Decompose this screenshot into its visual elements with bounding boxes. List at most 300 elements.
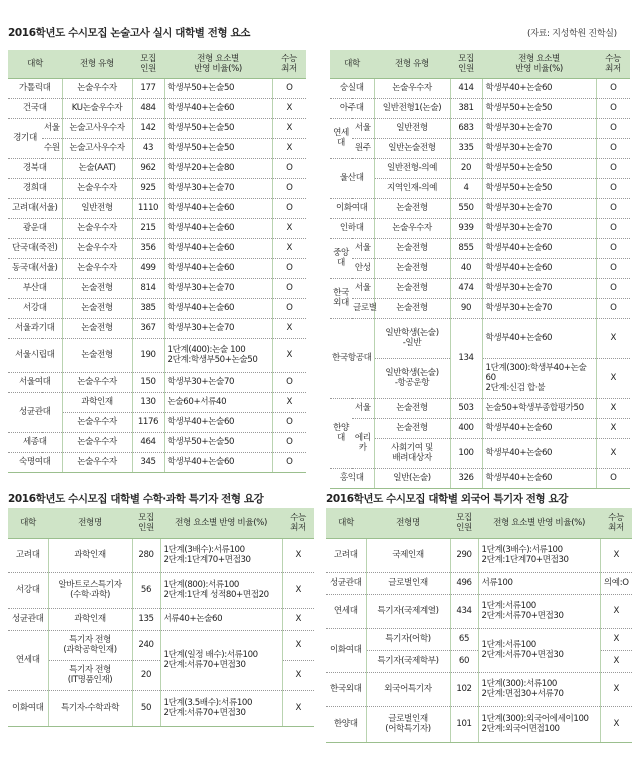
- university-cell: 한국항공대: [330, 318, 374, 398]
- min-cell: X: [272, 138, 306, 158]
- campus-cell: 수원: [42, 138, 62, 158]
- university-cell: 아주대: [330, 98, 374, 118]
- table-row: [330, 418, 630, 438]
- type-cell: 논술고사우수자: [62, 118, 132, 138]
- ratio-cell: 학생부30+논술70: [164, 372, 272, 392]
- type-cell: 논술전형: [374, 258, 450, 278]
- min-cell: O: [272, 278, 306, 298]
- university-cell: 고려대: [8, 538, 48, 572]
- table-row: [330, 468, 630, 488]
- program-cell: 글로벌인재 (어학특기자): [366, 706, 450, 742]
- column-header: 수능 최저: [596, 50, 630, 78]
- campus-cell: 안성: [352, 258, 374, 278]
- ratio-cell: 학생부30+논술70: [482, 138, 596, 158]
- ratio-cell: 학생부40+논술60: [164, 298, 272, 318]
- count-cell: 1176: [132, 412, 164, 432]
- ratio-cell: 학생부40+논술60: [482, 468, 596, 488]
- table-row: [8, 178, 306, 198]
- count-cell: 345: [132, 452, 164, 472]
- table-row: [326, 594, 632, 628]
- type-cell: 논술전형: [62, 318, 132, 338]
- table-row: [8, 138, 306, 158]
- table-row: [330, 238, 630, 258]
- ratio-cell: 학생부30+논술70: [164, 178, 272, 198]
- column-header: 대학: [330, 50, 374, 78]
- min-cell: O: [272, 432, 306, 452]
- min-cell: O: [272, 298, 306, 318]
- min-cell: X: [596, 318, 630, 358]
- campus-cell: 서울: [42, 118, 62, 138]
- university-cell: 연세대: [326, 594, 366, 628]
- table-row: [326, 538, 632, 572]
- min-cell: O: [272, 178, 306, 198]
- min-cell: X: [600, 650, 632, 672]
- ratio-cell: 논술50+학생부종합평가50: [482, 398, 596, 418]
- count-cell: 100: [450, 438, 482, 468]
- table-row: [8, 572, 314, 608]
- type-cell: 논술우수자: [62, 178, 132, 198]
- count-cell: 90: [450, 298, 482, 318]
- type-cell: 일반전형1(논술): [374, 98, 450, 118]
- column-header: 전형 요소별 반영 비율(%): [482, 50, 596, 78]
- university-cell: 한국외대: [326, 672, 366, 706]
- type-cell: KU논술우수자: [62, 98, 132, 118]
- table-row: [330, 258, 630, 278]
- min-cell: X: [282, 660, 314, 690]
- university-cell: 숭실대: [330, 78, 374, 98]
- ratio-cell: 학생부30+논술70: [482, 118, 596, 138]
- university-cell: 한국외대: [330, 278, 352, 318]
- table-row: [326, 572, 632, 594]
- column-header: 대학: [8, 50, 62, 78]
- ratio-cell: 학생부40+논술60: [164, 198, 272, 218]
- university-cell: 건국대: [8, 98, 62, 118]
- program-cell: 알바트로스특기자 (수학·과학): [48, 572, 132, 608]
- ratio-cell: 1단계(3.5배수):서류100 2단계:서류70+면접30: [160, 690, 282, 726]
- table-row: [8, 238, 306, 258]
- table-row: [326, 672, 632, 706]
- university-cell: 부산대: [8, 278, 62, 298]
- table-row: [330, 218, 630, 238]
- campus-cell: 서울: [352, 278, 374, 298]
- ratio-cell: 학생부40+논술60: [164, 258, 272, 278]
- count-cell: 102: [450, 672, 478, 706]
- column-header: 전형명: [366, 508, 450, 538]
- ratio-cell: 학생부40+논술60: [164, 218, 272, 238]
- ratio-cell: 학생부50+논술50: [164, 118, 272, 138]
- count-cell: 367: [132, 318, 164, 338]
- type-cell: 논술우수자: [62, 78, 132, 98]
- count-cell: 400: [450, 418, 482, 438]
- column-header: 대학: [326, 508, 366, 538]
- min-cell: O: [596, 178, 630, 198]
- min-cell: O: [272, 198, 306, 218]
- program-cell: 특기자-수학과학: [48, 690, 132, 726]
- type-cell: 논술우수자: [62, 238, 132, 258]
- ratio-cell: 학생부40+논술60: [164, 98, 272, 118]
- program-cell: 외국어특기자: [366, 672, 450, 706]
- type-cell: 논술우수자: [62, 218, 132, 238]
- count-cell: 925: [132, 178, 164, 198]
- type-cell: 논술전형: [374, 398, 450, 418]
- type-cell: 논술우수자: [374, 78, 450, 98]
- table-row: [8, 452, 306, 472]
- min-cell: O: [272, 452, 306, 472]
- university-cell: 한양대: [330, 398, 352, 468]
- count-cell: 20: [450, 158, 482, 178]
- count-cell: 190: [132, 338, 164, 372]
- table-row: [8, 318, 306, 338]
- ratio-cell: 학생부50+논술50: [482, 98, 596, 118]
- table-row: [330, 278, 630, 298]
- column-header: 수능 최저: [272, 50, 306, 78]
- table-row: [8, 392, 306, 412]
- section3-title: 2016학년도 수시모집 대학별 외국어 특기자 전형 요강: [326, 493, 569, 505]
- table-row: [330, 78, 630, 98]
- column-header: 전형 유형: [374, 50, 450, 78]
- ratio-cell: 학생부40+논술60: [482, 78, 596, 98]
- university-cell: 경희대: [8, 178, 62, 198]
- count-cell: 962: [132, 158, 164, 178]
- count-cell: 855: [450, 238, 482, 258]
- ratio-cell: 학생부50+논술50: [164, 138, 272, 158]
- ratio-cell: 학생부40+논술60: [164, 452, 272, 472]
- count-cell: 939: [450, 218, 482, 238]
- university-cell: 고려대(서울): [8, 198, 62, 218]
- count-cell: 240: [132, 630, 160, 660]
- count-cell: 499: [132, 258, 164, 278]
- min-cell: 의예:O: [600, 572, 632, 594]
- min-cell: X: [600, 706, 632, 742]
- program-cell: 특기자(국제학부): [366, 650, 450, 672]
- type-cell: 일반학생(논술) -일반: [374, 318, 450, 358]
- table-row: [330, 298, 630, 318]
- table-row: [330, 118, 630, 138]
- university-cell: 이화여대: [326, 628, 366, 672]
- count-cell: 474: [450, 278, 482, 298]
- type-cell: 논술고사우수자: [62, 138, 132, 158]
- count-cell: 381: [450, 98, 482, 118]
- table-row: [8, 78, 306, 98]
- header-row: [8, 508, 314, 538]
- count-cell: 290: [450, 538, 478, 572]
- min-cell: O: [596, 238, 630, 258]
- university-cell: 서울시립대: [8, 338, 62, 372]
- min-cell: O: [596, 298, 630, 318]
- min-cell: O: [596, 198, 630, 218]
- count-cell: 134: [450, 318, 482, 398]
- type-cell: 지역인재-의예: [374, 178, 450, 198]
- ratio-cell: 1단계(300):외국어에세이100 2단계:외국어면접100: [478, 706, 600, 742]
- table-row: [8, 98, 306, 118]
- count-cell: 50: [132, 690, 160, 726]
- university-cell: 서강대: [8, 298, 62, 318]
- essay-table-left: [8, 50, 306, 473]
- count-cell: 20: [132, 660, 160, 690]
- ratio-cell: 학생부40+논술60: [164, 238, 272, 258]
- column-header: 전형 요소별 반영 비율(%): [478, 508, 600, 538]
- program-cell: 특기자 전형 (IT명품인재): [48, 660, 132, 690]
- count-cell: 177: [132, 78, 164, 98]
- min-cell: X: [272, 338, 306, 372]
- type-cell: 일반학생(논술) -항공운항: [374, 358, 450, 398]
- table-row: [8, 278, 306, 298]
- column-header: 모집 인원: [450, 508, 478, 538]
- table-row: [8, 372, 306, 392]
- table-row: [8, 118, 306, 138]
- type-cell: 사회기여 및 배려대상자: [374, 438, 450, 468]
- column-header: 대학: [8, 508, 48, 538]
- table-row: [330, 318, 630, 358]
- column-header: 모집 인원: [132, 508, 160, 538]
- min-cell: X: [596, 438, 630, 468]
- count-cell: 550: [450, 198, 482, 218]
- header-row: [8, 50, 306, 78]
- min-cell: O: [596, 258, 630, 278]
- count-cell: 683: [450, 118, 482, 138]
- program-cell: 과학인재: [48, 608, 132, 630]
- university-cell: 연세대: [8, 630, 48, 690]
- type-cell: 논술(AAT): [62, 158, 132, 178]
- campus-cell: 에리카: [352, 418, 374, 468]
- table-row: [8, 158, 306, 178]
- min-cell: X: [600, 672, 632, 706]
- min-cell: O: [272, 78, 306, 98]
- type-cell: 일반논술전형: [374, 138, 450, 158]
- ratio-cell: 학생부40+논술60: [482, 438, 596, 468]
- count-cell: 385: [132, 298, 164, 318]
- university-cell: 서울여대: [8, 372, 62, 392]
- ratio-cell: 학생부40+논술60: [482, 238, 596, 258]
- type-cell: 논술우수자: [62, 258, 132, 278]
- table-row: [8, 538, 314, 572]
- essay-table-right: [330, 50, 630, 489]
- ratio-cell: 1단계(300):서류100 2단계:면접30+서류70: [478, 672, 600, 706]
- table-row: [326, 706, 632, 742]
- ratio-cell: 1단계(400):논술 100 2단계:학생부50+논술50: [164, 338, 272, 372]
- university-cell: 홍익대: [330, 468, 374, 488]
- table-row: [330, 398, 630, 418]
- column-header: 전형명: [48, 508, 132, 538]
- min-cell: X: [600, 628, 632, 650]
- university-cell: 서강대: [8, 572, 48, 608]
- column-header: 수능 최저: [282, 508, 314, 538]
- min-cell: X: [272, 392, 306, 412]
- table-row: [8, 218, 306, 238]
- min-cell: X: [600, 538, 632, 572]
- ratio-cell: 1단계(3배수):서류100 2단계:1단계70+면접30: [478, 538, 600, 572]
- table-row: [8, 298, 306, 318]
- count-cell: 326: [450, 468, 482, 488]
- university-cell: 광운대: [8, 218, 62, 238]
- ratio-cell: 학생부30+논술70: [164, 318, 272, 338]
- min-cell: O: [596, 468, 630, 488]
- ratio-cell: 학생부50+논술50: [164, 432, 272, 452]
- program-cell: 국제인재: [366, 538, 450, 572]
- count-cell: 1110: [132, 198, 164, 218]
- type-cell: 논술우수자: [62, 412, 132, 432]
- count-cell: 60: [450, 650, 478, 672]
- campus-cell: 서울: [352, 118, 374, 138]
- column-header: 모집 인원: [450, 50, 482, 78]
- header-row: [326, 508, 632, 538]
- type-cell: 일반(논술): [374, 468, 450, 488]
- type-cell: 논술우수자: [374, 218, 450, 238]
- type-cell: 일반전형: [374, 118, 450, 138]
- min-cell: X: [600, 594, 632, 628]
- university-cell: 동국대(서울): [8, 258, 62, 278]
- table-row: [326, 628, 632, 650]
- count-cell: 135: [132, 608, 160, 630]
- min-cell: X: [282, 608, 314, 630]
- type-cell: 논술우수자: [62, 372, 132, 392]
- campus-cell: 원주: [352, 138, 374, 158]
- university-cell: 세종대: [8, 432, 62, 452]
- table-row: [330, 138, 630, 158]
- section1-title: 2016학년도 수시모집 논술고사 실시 대학별 전형 요소: [8, 27, 251, 39]
- table-row: [330, 178, 630, 198]
- university-cell: 인하대: [330, 218, 374, 238]
- table-row: [8, 432, 306, 452]
- count-cell: 4: [450, 178, 482, 198]
- university-cell: 한양대: [326, 706, 366, 742]
- count-cell: 503: [450, 398, 482, 418]
- table-row: [330, 438, 630, 468]
- type-cell: 논술전형: [374, 298, 450, 318]
- university-cell: 고려대: [326, 538, 366, 572]
- column-header: 전형 유형: [62, 50, 132, 78]
- university-cell: 이화여대: [330, 198, 374, 218]
- header-row: [330, 50, 630, 78]
- table-row: [8, 608, 314, 630]
- min-cell: X: [596, 418, 630, 438]
- type-cell: 논술전형: [374, 418, 450, 438]
- university-cell: 이화여대: [8, 690, 48, 726]
- ratio-cell: 학생부30+논술70: [482, 198, 596, 218]
- university-cell: 울산대: [330, 158, 374, 198]
- column-header: 전형 요소별 반영 비율(%): [164, 50, 272, 78]
- count-cell: 101: [450, 706, 478, 742]
- foreign-language-table: [326, 508, 632, 743]
- ratio-cell: 학생부30+논술70: [164, 278, 272, 298]
- ratio-cell: 학생부30+논술70: [482, 298, 596, 318]
- campus-cell: 서울: [352, 238, 374, 258]
- min-cell: X: [272, 318, 306, 338]
- ratio-cell: 1단계(800):서류100 2단계:1단계 성적80+면접20: [160, 572, 282, 608]
- count-cell: 43: [132, 138, 164, 158]
- program-cell: 과학인재: [48, 538, 132, 572]
- ratio-cell: 학생부50+논술50: [482, 158, 596, 178]
- type-cell: 일반전형: [62, 198, 132, 218]
- min-cell: O: [596, 98, 630, 118]
- university-cell: 단국대(죽전): [8, 238, 62, 258]
- university-cell: 성균관대: [8, 392, 62, 432]
- university-cell: 중앙대: [330, 238, 352, 278]
- min-cell: O: [272, 158, 306, 178]
- count-cell: 484: [132, 98, 164, 118]
- column-header: 수능 최저: [600, 508, 632, 538]
- university-cell: 서울과기대: [8, 318, 62, 338]
- source-note: (자료: 지성학원 진학실): [527, 29, 617, 39]
- count-cell: 56: [132, 572, 160, 608]
- university-cell: 연세대: [330, 118, 352, 158]
- min-cell: X: [272, 118, 306, 138]
- count-cell: 356: [132, 238, 164, 258]
- min-cell: O: [596, 218, 630, 238]
- program-cell: 특기자(어학): [366, 628, 450, 650]
- type-cell: 논술전형: [374, 278, 450, 298]
- university-cell: 성균관대: [8, 608, 48, 630]
- campus-cell: 서울: [352, 398, 374, 418]
- min-cell: O: [272, 258, 306, 278]
- count-cell: 215: [132, 218, 164, 238]
- min-cell: X: [272, 238, 306, 258]
- count-cell: 150: [132, 372, 164, 392]
- min-cell: O: [596, 138, 630, 158]
- count-cell: 496: [450, 572, 478, 594]
- table-row: [8, 630, 314, 660]
- min-cell: O: [596, 78, 630, 98]
- table-row: [8, 338, 306, 372]
- min-cell: X: [596, 398, 630, 418]
- min-cell: O: [272, 372, 306, 392]
- program-cell: 특기자(국제계열): [366, 594, 450, 628]
- type-cell: 논술전형: [62, 298, 132, 318]
- ratio-cell: 학생부40+논술60: [482, 258, 596, 278]
- min-cell: O: [596, 158, 630, 178]
- type-cell: 논술우수자: [62, 452, 132, 472]
- ratio-cell: 학생부40+논술60: [164, 412, 272, 432]
- table-row: [330, 198, 630, 218]
- table-row: [330, 158, 630, 178]
- ratio-cell: 학생부20+논술80: [164, 158, 272, 178]
- count-cell: 434: [450, 594, 478, 628]
- type-cell: 과학인재: [62, 392, 132, 412]
- ratio-cell: 서류40+논술60: [160, 608, 282, 630]
- min-cell: X: [272, 218, 306, 238]
- type-cell: 논술전형: [374, 238, 450, 258]
- min-cell: X: [282, 538, 314, 572]
- table-row: [8, 198, 306, 218]
- type-cell: 논술전형: [62, 338, 132, 372]
- section2-title: 2016학년도 수시모집 대학별 수학·과학 특기자 전형 요강: [8, 493, 264, 505]
- count-cell: 464: [132, 432, 164, 452]
- program-cell: 글로벌인재: [366, 572, 450, 594]
- ratio-cell: 학생부40+논술60: [482, 318, 596, 358]
- ratio-cell: 학생부40+논술60: [482, 418, 596, 438]
- ratio-cell: 학생부30+논술70: [482, 278, 596, 298]
- count-cell: 335: [450, 138, 482, 158]
- type-cell: 논술전형: [62, 278, 132, 298]
- count-cell: 40: [450, 258, 482, 278]
- university-cell: 성균관대: [326, 572, 366, 594]
- math-science-table: [8, 508, 314, 727]
- column-header: 전형 요소별 반영 비율(%): [160, 508, 282, 538]
- min-cell: X: [282, 690, 314, 726]
- ratio-cell: 1단계:서류100 2단계:서류70+면접30: [478, 594, 600, 628]
- count-cell: 65: [450, 628, 478, 650]
- ratio-cell: 학생부50+논술50: [164, 78, 272, 98]
- type-cell: 일반전형-의예: [374, 158, 450, 178]
- ratio-cell: 학생부30+논술70: [482, 218, 596, 238]
- table-row: [8, 690, 314, 726]
- count-cell: 280: [132, 538, 160, 572]
- count-cell: 130: [132, 392, 164, 412]
- min-cell: X: [272, 98, 306, 118]
- count-cell: 414: [450, 78, 482, 98]
- university-cell: 경기대: [8, 118, 42, 158]
- min-cell: O: [272, 412, 306, 432]
